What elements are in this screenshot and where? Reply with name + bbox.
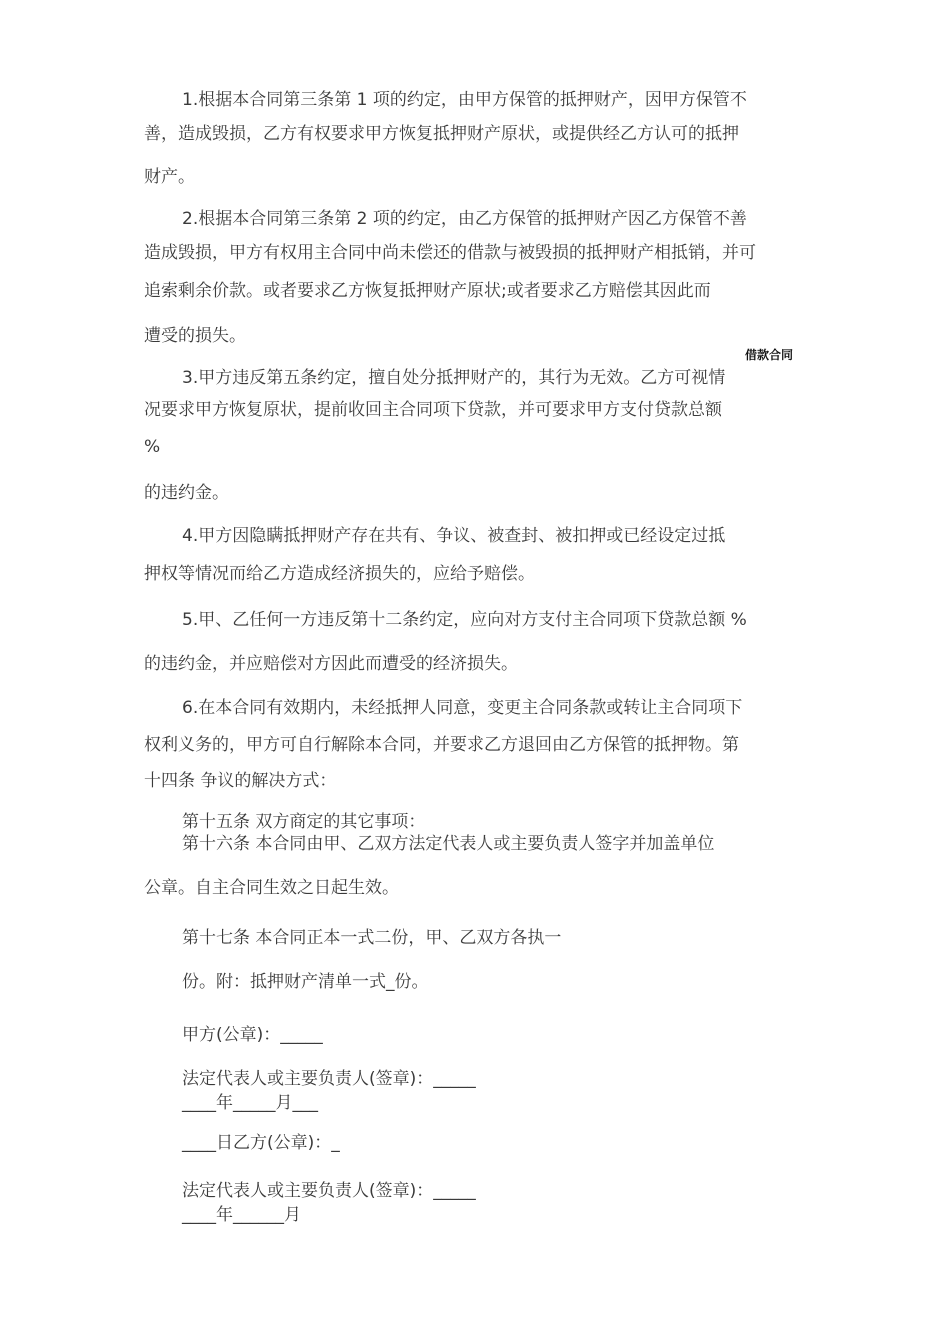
clause-1-line-2: 善，造成毁损，乙方有权要求甲方恢复抵押财产原状，或提供经乙方认可的抵押 xyxy=(144,124,739,144)
party-b-date-line: ____年______月 xyxy=(182,1205,301,1225)
clause-1-line-1: 1.根据本合同第三条第 1 项的约定，由甲方保管的抵押财产，因甲方保管不 xyxy=(182,90,747,110)
clause-3-line-2: 况要求甲方恢复原状，提前收回主合同项下贷款，并可要求甲方支付贷款总额 xyxy=(144,400,722,420)
clause-4-line-1: 4.甲方因隐瞒抵押财产存在共有、争议、被查封、被扣押或已经设定过抵 xyxy=(182,526,726,546)
article-16-line-1: 第十六条 本合同由甲、乙双方法定代表人或主要负责人签字并加盖单位 xyxy=(182,834,715,854)
clause-6-line-1: 6.在本合同有效期内，未经抵押人同意，变更主合同条款或转让主合同项下 xyxy=(182,698,743,718)
party-b-representative-line: 法定代表人或主要负责人(签章)：_____ xyxy=(182,1181,476,1201)
clause-3-line-3: % xyxy=(144,437,161,457)
clause-3-line-1: 3.甲方违反第五条约定，擅自处分抵押财产的，其行为无效。乙方可视情 xyxy=(182,368,726,388)
clause-3-line-4: 的违约金。 xyxy=(144,483,229,503)
clause-2-line-1: 2.根据本合同第三条第 2 项的约定，由乙方保管的抵押财产因乙方保管不善 xyxy=(182,209,747,229)
clause-6-line-2: 权利义务的，甲方可自行解除本合同，并要求乙方退回由乙方保管的抵押物。第 xyxy=(144,735,739,755)
party-b-seal-line: ____日乙方(公章)：_ xyxy=(182,1133,340,1153)
article-15-line: 第十五条 双方商定的其它事项： xyxy=(182,812,426,832)
clause-2-line-4: 遭受的损失。 xyxy=(144,326,246,346)
article-17-line-2: 份。附：抵押财产清单一式_份。 xyxy=(182,972,429,992)
party-a-seal-line: 甲方(公章)：_____ xyxy=(182,1025,323,1045)
clause-5-line-2: 的违约金，并应赔偿对方因此而遭受的经济损失。 xyxy=(144,654,518,674)
clause-2-line-3: 追索剩余价款。或者要求乙方恢复抵押财产原状;或者要求乙方赔偿其因此而 xyxy=(144,281,711,301)
article-16-line-2: 公章。自主合同生效之日起生效。 xyxy=(144,878,399,898)
clause-5-line-1: 5.甲、乙任何一方违反第十二条约定，应向对方支付主合同项下贷款总额 % xyxy=(182,610,747,630)
clause-4-line-2: 押权等情况而给乙方造成经济损失的，应给予赔偿。 xyxy=(144,564,535,584)
article-17-line-1: 第十七条 本合同正本一式二份，甲、乙双方各执一 xyxy=(182,928,562,948)
clause-2-line-2: 造成毁损，甲方有权用主合同中尚未偿还的借款与被毁损的抵押财产相抵销，并可 xyxy=(144,243,756,263)
party-a-date-line: ____年_____月___ xyxy=(182,1093,318,1113)
clause-1-line-3: 财产。 xyxy=(144,167,195,187)
party-a-representative-line: 法定代表人或主要负责人(签章)：_____ xyxy=(182,1069,476,1089)
document-header-label: 借款合同 xyxy=(745,348,794,362)
clause-6-line-3: 十四条 争议的解决方式： xyxy=(144,771,337,791)
